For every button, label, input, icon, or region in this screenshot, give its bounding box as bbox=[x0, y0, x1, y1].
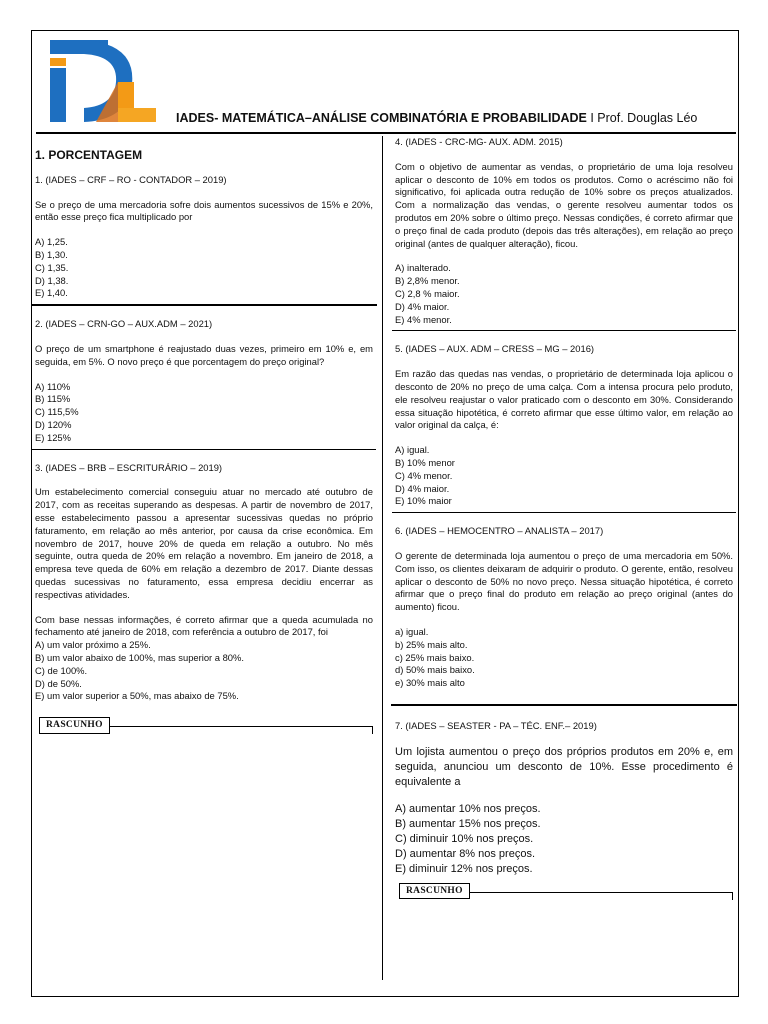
question-text: Se o preço de uma mercadoria sofre dois aumentos sucessivos de 15% e 20%, então esse preço fica multiplicado por bbox=[35, 198, 373, 223]
question-separator bbox=[31, 304, 377, 306]
question-3 bbox=[35, 462, 373, 704]
rascunho-area bbox=[395, 883, 733, 901]
question-5 bbox=[395, 343, 733, 513]
question-header: 7. (IADES – SEASTER - PA – TÉC. ENF.– 2019) bbox=[395, 719, 597, 731]
right-column bbox=[395, 136, 733, 901]
option: C) 4% menor. bbox=[395, 469, 453, 481]
option: a) igual. bbox=[395, 625, 429, 637]
title-author: I Prof. Douglas Léo bbox=[586, 111, 698, 125]
document-title bbox=[176, 111, 697, 125]
question-1 bbox=[35, 174, 373, 306]
question-6 bbox=[395, 525, 733, 706]
option: E) 1,40. bbox=[35, 287, 68, 299]
question-separator bbox=[32, 449, 376, 450]
option: B) um valor abaixo de 100%, mas superior a 80%. bbox=[35, 651, 244, 663]
dl-logo bbox=[44, 36, 160, 128]
option: C) de 100%. bbox=[35, 664, 88, 676]
question-separator bbox=[392, 330, 736, 331]
question-header: 4. (IADES - CRC-MG- AUX. ADM. 2015) bbox=[395, 136, 563, 147]
option: C) 1,35. bbox=[35, 261, 69, 273]
question-text: O gerente de determinada loja aumentou o preço de uma mercadoria em 50%. Com isso, os clientes deixaram de adquirir o produto. O gerente, então, resolveu aplicar o desconto de 50% no novo preço. Nessa situação hipotética, é correto afirmar que o preço final do produto em relação ao preço original (antes do aumento) ficou. bbox=[395, 549, 733, 613]
option: A) inalterado. bbox=[395, 262, 451, 274]
question-separator bbox=[391, 704, 737, 706]
question-text: Um estabelecimento comercial conseguiu atuar no mercado até outubro de 2017, com as receitas superando as despesas. A partir de novembro de 2017, esse estabelecimento passou a apresentar sucessivas quedas no próprio faturamento, em relação ao mês anterior, por causa da crise econômica. Em novembro de 2017, houve 20% de queda em relação a outubro. No mês seguinte, outra queda de 20% em relação a novembro. Em janeiro de 2018, a empresa teve queda de 60% em relação a dezembro de 2017. Diante dessas quedas sucessivas no faturamento, essa empresa decidiu encerrar as respectivas atividades. bbox=[35, 486, 373, 600]
option: c) 25% mais baixo. bbox=[395, 651, 475, 663]
question-text: Com o objetivo de aumentar as vendas, o proprietário de uma loja resolveu aplicar o desconto de 10% em todos os produtos. Como o acréscimo não foi significativo, foi aplicada outra redução de 10% sobre os preços atualizados. Com a normalização das vendas, o gerente resolveu aumentar todos os produtos em 20% sobre o último preço. Nessas condições, é correto afirmar que o preço final de cada produto (depois das três alterações), em relação ao preço original (antes de qualquer alteração), ficou. bbox=[395, 160, 733, 249]
question-header: 5. (IADES – AUX. ADM – CRESS – MG – 2016) bbox=[395, 343, 595, 355]
rascunho-area bbox=[35, 717, 373, 735]
option: E) 125% bbox=[35, 431, 71, 443]
option: D) 1,38. bbox=[35, 274, 69, 286]
section-title: 1. PORCENTAGEM bbox=[35, 148, 143, 162]
left-column bbox=[35, 136, 373, 735]
question-text: Um lojista aumentou o preço dos próprios produtos em 20% e, em seguida, anunciou um desconto de 10%. Esse procedimento é equivalente a bbox=[395, 745, 733, 788]
question-4 bbox=[395, 136, 733, 331]
option: A) igual. bbox=[395, 444, 430, 456]
option: b) 25% mais alto. bbox=[395, 638, 468, 650]
option: D) aumentar 8% nos preços. bbox=[395, 847, 536, 860]
option: A) aumentar 10% nos preços. bbox=[395, 802, 541, 815]
column-divider bbox=[382, 136, 383, 980]
question-text: Em razão das quedas nas vendas, o proprietário de determinada loja aplicou o desconto de 20% no preço de uma calça. Com a intensa procura pelo produto, ele resolveu reajustar o valor praticado com o desconto em 30%. Considerando essa situação hipotética, é correto afirmar que esse último valor, em relação ao valor original da calça, é: bbox=[395, 368, 733, 431]
option: D) 4% maior. bbox=[395, 300, 450, 312]
option: D) 120% bbox=[35, 418, 72, 430]
question-header: 1. (IADES – CRF – RO - CONTADOR – 2019) bbox=[35, 173, 227, 185]
option: E) diminuir 12% nos preços. bbox=[395, 862, 533, 875]
option: A) um valor próximo a 25%. bbox=[35, 639, 151, 651]
option: E) 4% menor. bbox=[395, 313, 452, 325]
option: C) 2,8 % maior. bbox=[395, 287, 460, 299]
question-2 bbox=[35, 318, 373, 449]
question-7 bbox=[395, 720, 733, 877]
option: e) 30% mais alto bbox=[395, 677, 465, 689]
question-header: 2. (IADES – CRN-GO – AUX.ADM – 2021) bbox=[35, 318, 213, 330]
rascunho-label: RASCUNHO bbox=[39, 717, 110, 734]
option: E) um valor superior a 50%, mas abaixo de 75%. bbox=[35, 690, 239, 702]
option: A) 1,25. bbox=[35, 236, 68, 248]
title-main: IADES- MATEMÁTICA–ANÁLISE COMBINATÓRIA E PROBABILIDADE bbox=[176, 111, 587, 125]
question-header: 3. (IADES – BRB – ESCRITURÁRIO – 2019) bbox=[35, 461, 223, 473]
question-text: O preço de um smartphone é reajustado duas vezes, primeiro em 10% e, em seguida, em 5%. O novo preço é que porcentagem do preço original? bbox=[35, 342, 373, 367]
question-text-continued: Com base nessas informações, é correto afirmar que a queda acumulada no fechamento até janeiro de 2018, com referência a outubro de 2017, foi bbox=[35, 613, 373, 638]
option: A) 110% bbox=[35, 380, 71, 392]
question-separator bbox=[392, 512, 736, 513]
option: B) aumentar 15% nos preços. bbox=[395, 817, 541, 830]
option: B) 2,8% menor. bbox=[395, 275, 460, 287]
header-rule bbox=[36, 132, 736, 134]
option: B) 10% menor bbox=[395, 456, 455, 468]
option: E) 10% maior bbox=[395, 495, 452, 507]
option: C) diminuir 10% nos preços. bbox=[395, 832, 534, 845]
option: d) 50% mais baixo. bbox=[395, 664, 475, 676]
question-header: 6. (IADES – HEMOCENTRO – ANALISTA – 2017) bbox=[395, 525, 604, 537]
option: D) de 50%. bbox=[35, 677, 82, 689]
option: B) 115% bbox=[35, 393, 71, 405]
option: C) 115,5% bbox=[35, 406, 79, 418]
option: B) 1,30. bbox=[35, 248, 68, 260]
rascunho-label: RASCUNHO bbox=[399, 883, 470, 900]
option: D) 4% maior. bbox=[395, 482, 450, 494]
